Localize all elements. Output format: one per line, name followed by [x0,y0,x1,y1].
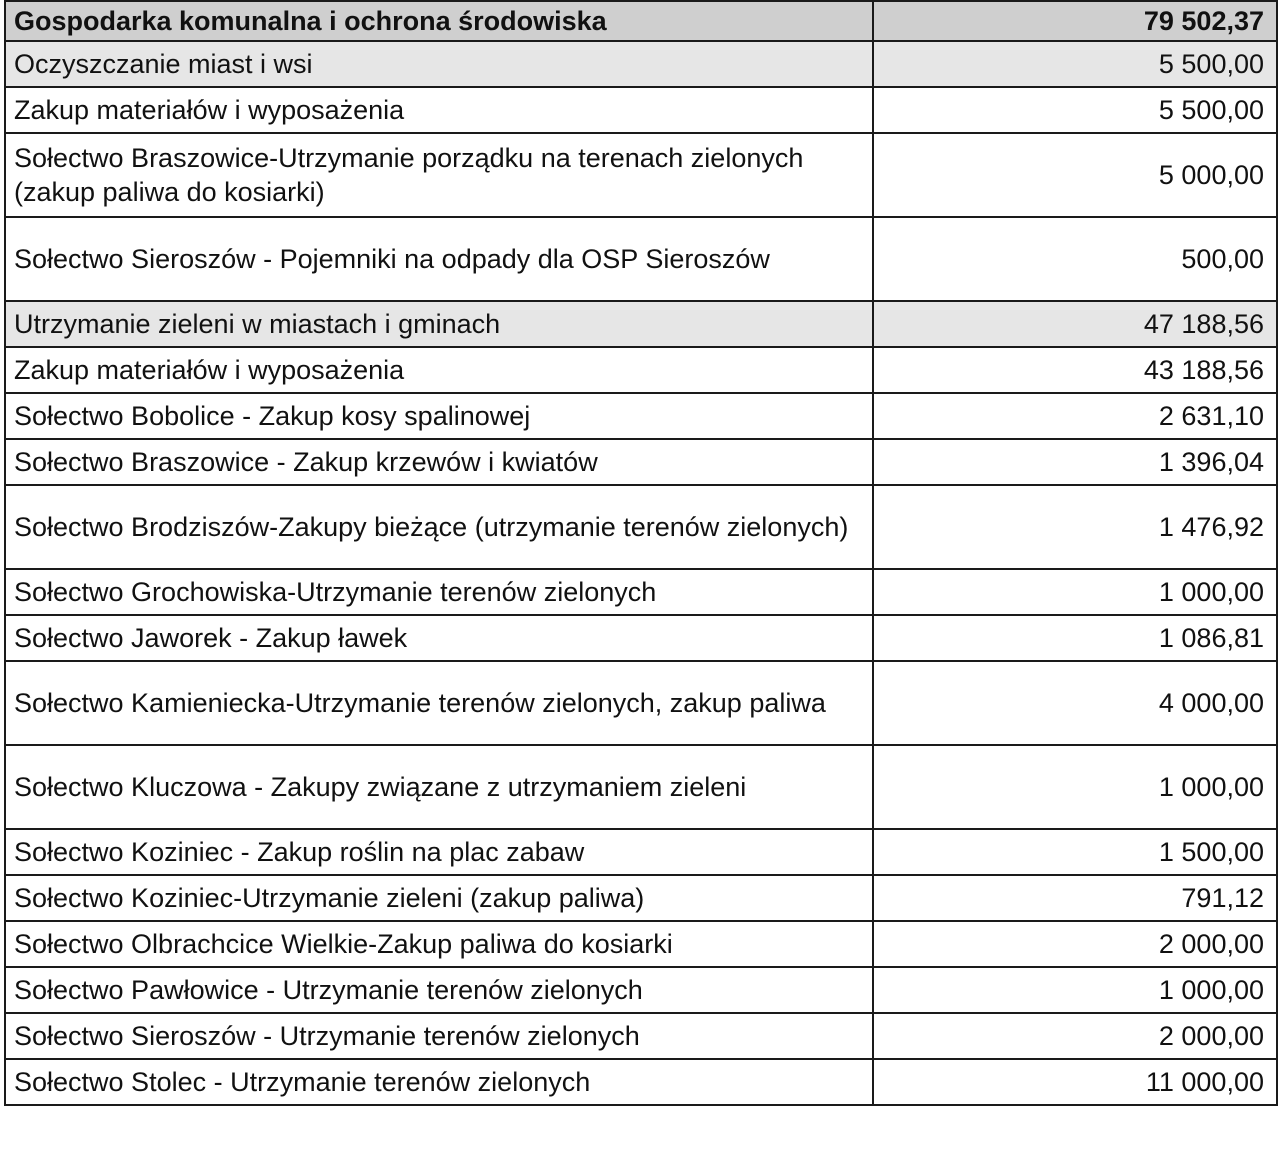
row-name: Sołectwo Kluczowa - Zakupy związane z utrzymaniem zieleni [5,745,873,829]
table-row [5,615,1277,661]
row-name: Zakup materiałów i wyposażenia [5,87,873,133]
row-name: Sołectwo Braszowice-Utrzymanie porządku na terenach zielonych (zakup paliwa do kosiarki) [5,133,873,217]
table-row-chapter [5,301,1277,347]
row-name: Sołectwo Kamieniecka-Utrzymanie terenów zielonych, zakup paliwa [5,661,873,745]
row-amount: 2 000,00 [873,1013,1277,1059]
table-row [5,217,1277,301]
row-amount: 43 188,56 [873,347,1277,393]
row-name: Sołectwo Brodziszów-Zakupy bieżące (utrzymanie terenów zielonych) [5,485,873,569]
table-row [5,87,1277,133]
table-row [5,569,1277,615]
row-name: Sołectwo Braszowice - Zakup krzewów i kwiatów [5,439,873,485]
row-amount: 1 500,00 [873,829,1277,875]
row-amount: 1 476,92 [873,485,1277,569]
table-row-chapter [5,41,1277,87]
row-amount: 1 086,81 [873,615,1277,661]
row-amount: 1 396,04 [873,439,1277,485]
table-row [5,133,1277,217]
row-name: Sołectwo Jaworek - Zakup ławek [5,615,873,661]
table-row [5,1059,1277,1105]
row-name: Gospodarka komunalna i ochrona środowiska [5,1,873,41]
row-name: Oczyszczanie miast i wsi [5,41,873,87]
row-name: Sołectwo Sieroszów - Utrzymanie terenów zielonych [5,1013,873,1059]
table-row [5,829,1277,875]
table-row [5,745,1277,829]
row-amount: 500,00 [873,217,1277,301]
budget-table [4,0,1278,1106]
row-name: Sołectwo Bobolice - Zakup kosy spalinowej [5,393,873,439]
row-amount: 47 188,56 [873,301,1277,347]
row-amount: 1 000,00 [873,745,1277,829]
row-amount: 79 502,37 [873,1,1277,41]
row-name: Sołectwo Olbrachcice Wielkie-Zakup paliwa do kosiarki [5,921,873,967]
budget-document [4,0,1276,1106]
table-row [5,393,1277,439]
row-name: Utrzymanie zieleni w miastach i gminach [5,301,873,347]
row-amount: 5 500,00 [873,87,1277,133]
row-name: Sołectwo Sieroszów - Pojemniki na odpady dla OSP Sieroszów [5,217,873,301]
row-amount: 4 000,00 [873,661,1277,745]
row-name: Sołectwo Stolec - Utrzymanie terenów zielonych [5,1059,873,1105]
row-amount: 2 631,10 [873,393,1277,439]
table-row [5,439,1277,485]
table-row [5,1013,1277,1059]
row-name: Sołectwo Koziniec-Utrzymanie zieleni (zakup paliwa) [5,875,873,921]
row-name: Sołectwo Koziniec - Zakup roślin na plac zabaw [5,829,873,875]
table-row [5,921,1277,967]
table-row [5,661,1277,745]
row-amount: 1 000,00 [873,569,1277,615]
table-row [5,347,1277,393]
row-name: Zakup materiałów i wyposażenia [5,347,873,393]
row-amount: 1 000,00 [873,967,1277,1013]
row-amount: 5 000,00 [873,133,1277,217]
row-amount: 11 000,00 [873,1059,1277,1105]
row-amount: 2 000,00 [873,921,1277,967]
row-amount: 791,12 [873,875,1277,921]
row-name: Sołectwo Pawłowice - Utrzymanie terenów zielonych [5,967,873,1013]
table-row [5,485,1277,569]
table-row [5,967,1277,1013]
table-row-section [5,1,1277,41]
row-name: Sołectwo Grochowiska-Utrzymanie terenów zielonych [5,569,873,615]
row-amount: 5 500,00 [873,41,1277,87]
table-row [5,875,1277,921]
